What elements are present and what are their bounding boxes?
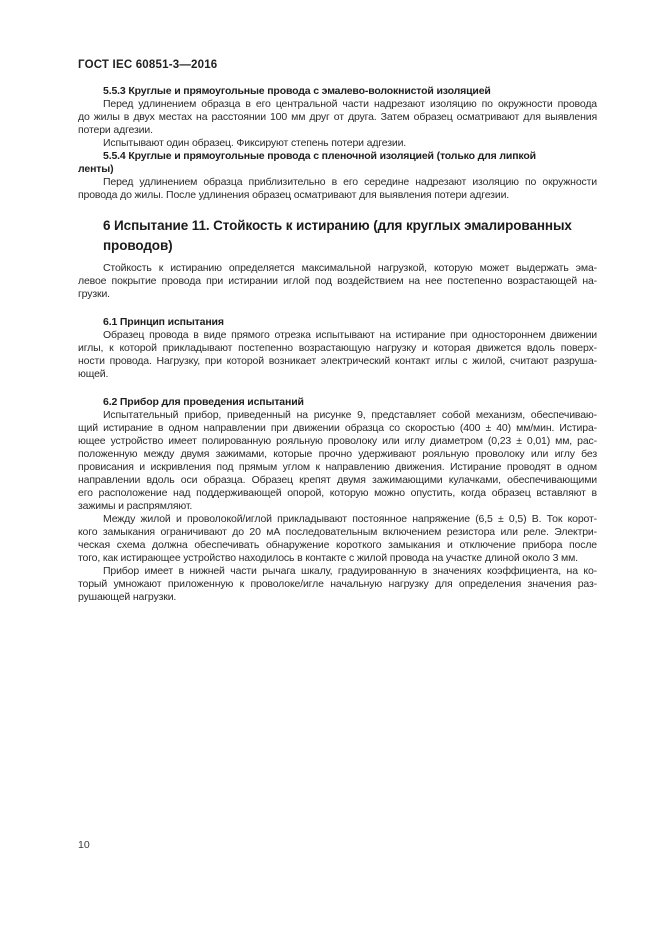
- text-line: Перед удлинением образца в его центральной части надрезают изоляцию по окружности провода: [103, 98, 597, 110]
- paragraph: [78, 262, 597, 301]
- paragraph: [78, 513, 597, 565]
- text-line: проводов): [103, 238, 173, 253]
- text-line: левое покрытие провода при истирании иглой под воздействием на нее постепенно возрастающей на-: [78, 275, 597, 287]
- text-line: ющей.: [78, 368, 109, 380]
- text-line: зажимы и распрямляют.: [78, 500, 193, 512]
- text-line: Между жилой и проволокой/иглой прикладывают постоянное напряжение (6,5 ± 0,5) В. Ток корот-: [103, 513, 597, 525]
- text-line: Прибор имеет в нижней части рычага шкалу, градуированную в значениях коэффициента, на ко-: [103, 565, 597, 577]
- text-line: 6.2 Прибор для проведения испытаний: [103, 396, 304, 408]
- heading-6-2: [78, 396, 597, 409]
- text-line: Испытывают один образец. Фиксируют степень потери адгезии.: [103, 137, 407, 149]
- text-line: Испытательный прибор, приведенный на рисунке 9, представляет собой механизм, обеспечиваю-: [103, 409, 597, 421]
- text-line: 5.5.4 Круглые и прямоугольные провода с пленочной изоляцией (только для липкой: [103, 150, 536, 162]
- paragraph: [78, 98, 597, 137]
- heading-section-6: [78, 216, 597, 256]
- text-line: до жилы в двух местах на расстоянии 100 мм друг от друга. Затем образец осматривают для выявления: [78, 111, 597, 123]
- heading-5-5-4: [78, 150, 597, 176]
- paragraph: [78, 565, 597, 604]
- text-line: того, как истирающее устройство находилось в контакте с жилой провода на участке длиной около 3 мм.: [78, 552, 578, 564]
- text-line: Перед удлинением образца приблизительно в его середине надрезают изоляцию по окружности: [103, 176, 597, 188]
- text-line: Образец провода в виде прямого отрезка испытывают на истирание при одностороннем движении: [103, 329, 597, 341]
- paragraph: [78, 176, 597, 202]
- heading-6-1: [78, 316, 597, 329]
- paragraph: [78, 329, 597, 381]
- heading-5-5-3: [78, 85, 597, 98]
- text-line: направлении вдоль оси образца. Образец крепят двумя зажимающими кулачками, обеспечивающими: [78, 474, 597, 486]
- paragraph: [78, 137, 597, 150]
- document-header: ГОСТ IEC 60851-3—2016: [78, 59, 218, 71]
- text-line: потери адгезии.: [78, 124, 153, 136]
- text-line: положенную между двумя зажимами, которые прочно удерживают рояльную проволоку или иглу без: [78, 448, 597, 460]
- text-line: кого замыкания ограничивают до 20 мА последовательным включением резистора или реле. Электри-: [78, 526, 597, 538]
- text-line: рушающей нагрузки.: [78, 591, 177, 603]
- text-line: ленты): [78, 163, 114, 175]
- text-line: иглы, к которой прикладывают постепенно возрастающую нагрузку и которая движется вдоль поверх-: [78, 342, 597, 354]
- page-number: 10: [78, 839, 90, 851]
- text-line: провода до жилы. После удлинения образец осматривают для выявления потери адгезии.: [78, 189, 510, 201]
- text-line: провисания и искривления под прямым углом к направлению движения. Истирание проводят в одном: [78, 461, 597, 473]
- text-line: торый умножают приложенную к проволоке/игле начальную нагрузку для определения значения раз-: [78, 578, 597, 590]
- content-column: [78, 85, 597, 604]
- text-line: 5.5.3 Круглые и прямоугольные провода с эмалево-волокнистой изоляцией: [103, 85, 491, 97]
- text-line: 6.1 Принцип испытания: [103, 316, 224, 328]
- text-line: Стойкость к истиранию определяется максимальной нагрузкой, которую может выдержать эма-: [103, 262, 597, 274]
- text-line: грузки.: [78, 288, 110, 300]
- text-line: щий истирание в одном направлении при движении образца со скоростью (400 ± 40) мм/мин. Истира-: [78, 422, 597, 434]
- text-line: его расположение над поддерживающей опорой, которую можно опустить, когда образец вставляют в: [78, 487, 597, 499]
- paragraph: [78, 409, 597, 513]
- text-line: ности провода. Нагрузку, при которой возникает электрический контакт иглы с жилой, считают разруша-: [78, 355, 597, 367]
- text-line: ющее устройство имеет полированную рояльную проволоку или иглу диаметром (0,23 ± 0,01) мм, рас-: [78, 435, 597, 447]
- text-line: 6 Испытание 11. Стойкость к истиранию (для круглых эмалированных: [103, 218, 572, 233]
- text-line: ческая схема должна обеспечивать обнаружение короткого замыкания и отключение прибора после: [78, 539, 597, 551]
